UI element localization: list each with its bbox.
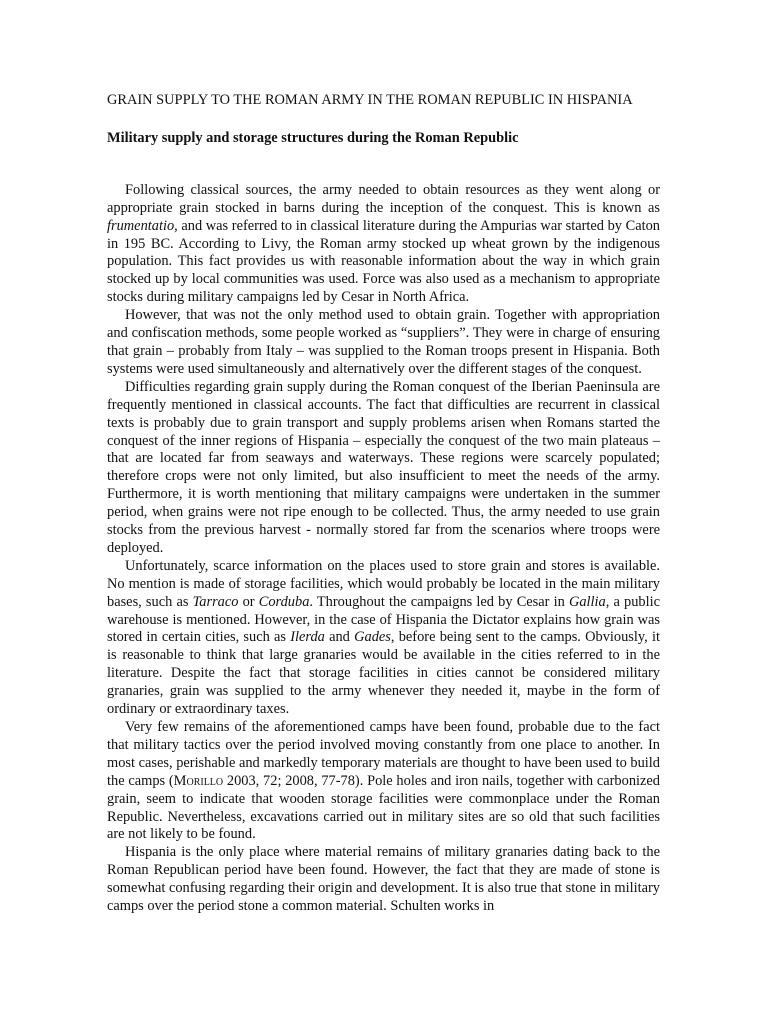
- text-run: , before being sent to the camps. Obviously, it is reasonable to think that large granaries would be available in the cities referred to in the literature. Despite the fact that storage facilities in cities cannot be considered military granaries, grain was supplied to the army whenever they needed it, maybe in the form of ordinary or extraordinary taxes.: [107, 629, 660, 718]
- document-title: GRAIN SUPPLY TO THE ROMAN ARMY IN THE ROMAN REPUBLIC IN HISPANIA: [107, 92, 633, 108]
- citation-author: Morillo: [173, 772, 224, 789]
- section-heading: Military supply and storage structures during the Roman Republic: [107, 129, 519, 146]
- italic-term-frumentatio: frumentatio: [107, 217, 175, 234]
- italic-place-name: Ilerda: [290, 629, 325, 646]
- italic-place-name: Tarraco: [192, 593, 239, 610]
- text-run: , a public warehouse is mentioned. However, in the case of Hispania the Dictator explains how grain was stored in certain cities, such as: [107, 593, 660, 646]
- paragraph: [107, 844, 660, 916]
- document-page: [107, 92, 660, 916]
- text-run: Difficulties regarding grain supply during the Roman conquest of the Iberian Paeninsula are frequently mentioned in classical accounts. The fact that difficulties are recurrent in classical texts is probably due to grain transport and supply problems arisen when Romans started the conquest of the inner regions of Hispania – especially the conquest of the two main plateaus – that are located far from seaways and waterways. These regions were scarcely populated; therefore crops were not only limited, but also insufficient to meet the needs of the army. Furthermore, it is worth mentioning that military campaigns were undertaken in the summer period, when grains were not ripe enough to be collected. Thus, the army needed to use grain stocks from the previous harvest - normally stored far from the scenarios where troops were deployed.: [107, 378, 660, 556]
- paragraph: [107, 182, 660, 307]
- text-run: and: [324, 629, 355, 646]
- italic-place-name: Gades: [354, 629, 391, 646]
- text-run: However, that was not the only method used to obtain grain. Together with appropriation and confiscation methods, some people worked as “suppliers”. They were in charge of ensuring that grain – probably from Italy – was supplied to the Roman troops present in Hispania. Both systems were used simultaneously and alternatively over the different stages of the conquest.: [107, 307, 660, 377]
- text-run: Hispania is the only place where material remains of military granaries dating back to the Roman Republican period have been found. However, the fact that they are made of stone is somewhat confusing regarding their origin and development. It is also true that stone in military camps over the period stone a common material. Schulten works in: [107, 844, 660, 915]
- italic-place-name: Gallia: [568, 593, 606, 610]
- text-run: 2003, 72; 2008, 77-78). Pole holes and iron nails, together with carbonized grain, seem to indicate that wooden storage facilities were commonplace under the Roman Republic. Nevertheless, excavations carried out in military sites are so old that such facilities are not likely to be found.: [107, 772, 660, 843]
- text-run: Following classical sources, the army needed to obtain resources as they went along or appropriate grain stocked in barns during the inception of the conquest. This is known as: [107, 181, 660, 216]
- text-run: or: [238, 593, 259, 610]
- paragraph: [107, 379, 660, 558]
- body-text: [107, 182, 660, 916]
- text-run: , and was referred to in classical literature during the Ampurias war started by Caton in 195 BC. According to Livy, the Roman army stocked up wheat grown by the indigenous population. This fact provides us with reasonable information about the way in which grain stocked up by local communities was used. Force was also used as a mechanism to appropriate stocks during military campaigns led by Cesar in North Africa.: [107, 217, 660, 306]
- text-run: Very few remains of the aforementioned camps have been found, probable due to the fact that military tactics over the period involved moving constantly from one place to another. In most cases, perishable and markedly temporary materials are thought to have been used to build the camps (: [107, 719, 660, 789]
- text-run: . Throughout the campaigns led by Cesar in: [309, 593, 569, 610]
- paragraph: [107, 719, 660, 844]
- italic-place-name: Corduba: [258, 593, 310, 610]
- text-run: Unfortunately, scarce information on the places used to store grain and stores is available. No mention is made of storage facilities, which would probably be located in the main military bases, such as: [107, 557, 660, 610]
- paragraph: [107, 307, 660, 379]
- paragraph: [107, 558, 660, 719]
